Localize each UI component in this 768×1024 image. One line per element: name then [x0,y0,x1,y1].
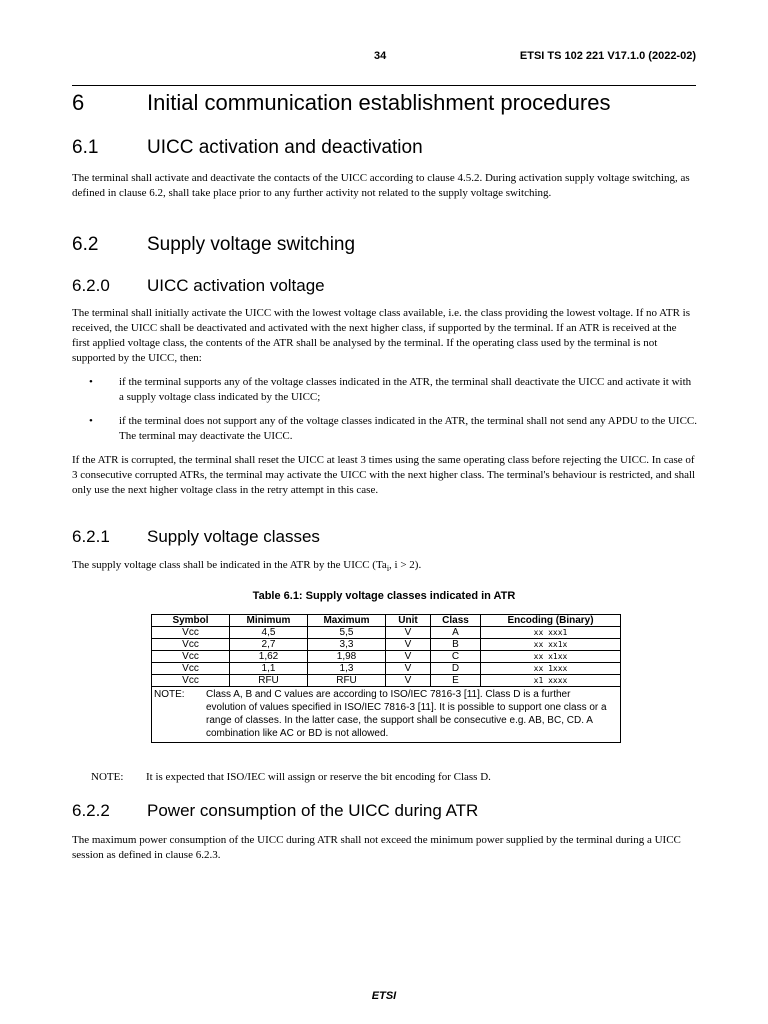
table-cell: B [431,639,481,651]
header-rule [72,85,696,86]
paragraph-text: , i > 2). [389,559,422,571]
paragraph-6-2-2: The maximum power consumption of the UICC during ATR shall not exceed the minimum power supplied by the terminal during a UICC session as defined in clause 6.2.3. [72,834,681,861]
table-cell: 2,7 [230,639,308,651]
bullet-text: if the terminal does not support any of the voltage classes indicated in the ATR, the terminal shall not send any APDU to the UICC. The terminal may deactivate the UICC. [119,415,698,442]
table-row [152,663,621,675]
paragraph-6-1: The terminal shall activate and deactivate the contacts of the UICC according to clause 4.5.2. During activation supply voltage switching, as defined in clause 6.2, shall take place prior to any further activity not related to the supply voltage switching. [72,172,690,199]
table-caption: Table 6.1: Supply voltage classes indicated in ATR [252,590,516,602]
column-header: Encoding (Binary) [481,615,621,627]
subscript: i [386,564,390,574]
table-cell: V [386,627,431,639]
footer-etsi: ETSI [371,990,397,1002]
table-row [152,675,621,687]
table-cell: 1,62 [230,651,308,663]
table-cell: V [386,675,431,687]
table-cell: V [386,639,431,651]
heading-text: UICC activation voltage [147,276,325,295]
column-header: Maximum [308,615,386,627]
column-header: Class [431,615,481,627]
table-cell: 1,98 [308,651,386,663]
paragraph-text: The supply voltage class shall be indicated in the ATR by the UICC (Ta [72,559,387,571]
heading-text: UICC activation and deactivation [147,137,423,158]
table-cell: Vcc [152,639,230,651]
table-note [152,687,621,743]
table-cell: Vcc [152,627,230,639]
heading-number: 6.2.0 [72,276,110,295]
table-cell: V [386,651,431,663]
table-cell: RFU [230,675,308,687]
table-cell: xx xx1x [481,639,621,651]
table-cell: 4,5 [230,627,308,639]
column-header: Unit [386,615,431,627]
heading-text: Supply voltage classes [147,527,320,546]
table-cell: Vcc [152,675,230,687]
paragraph-6-2-1 [72,558,696,573]
table-cell: E [431,675,481,687]
column-header: Minimum [230,615,308,627]
bullet-dot: • [89,415,93,427]
paragraph-6-2-0: The terminal shall initially activate the UICC with the lowest voltage class available, i.e. the class providing the lowest voltage. If no ATR is received, the UICC shall be deactivated and activated with the next higher class, if supported by the terminal. If an ATR is received at the first applied voltage class, the contents of the ATR shall be analysed by the terminal. If the operating class used by the terminal is not supported by the UICC, then: [72,307,690,364]
table-cell: 3,3 [308,639,386,651]
table-cell: Vcc [152,651,230,663]
heading-number: 6.2 [72,234,99,255]
table-row [152,651,621,663]
heading-text: Power consumption of the UICC during ATR [147,801,479,820]
note-label: NOTE: [91,771,124,783]
note-text: Class A, B and C values are according to ISO/IEC 7816-3 [11]. Class D is a further evolution of values specified in ISO/IEC 7816-3 [11]. It is possible to support one class or a range of classes. In the latter case, the support shall be consecutive e.g. AB, BC, CD. A combination like AC or BD is not allowed. [206,689,607,739]
voltage-classes-table [151,614,621,743]
heading-text: Supply voltage switching [147,234,356,255]
table-cell: 1,1 [230,663,308,675]
heading-number: 6 [72,90,85,115]
table-cell: V [386,663,431,675]
column-header: Symbol [152,615,230,627]
table-cell: x1 xxxx [481,675,621,687]
table-header-row [152,615,621,627]
paragraph-6-2-0-b: If the ATR is corrupted, the terminal shall reset the UICC at least 3 times using the same operating class before rejecting the UICC. In case of 3 consecutive corrupted ATRs, the terminal may activate the UICC with the next higher class. The terminal's behaviour is restricted, and shall only use the next higher voltage class in the retry attempt in this case. [72,454,696,496]
table-cell: 1,3 [308,663,386,675]
table-note-row [152,687,621,743]
table-cell: xx x1xx [481,651,621,663]
table-cell: 5,5 [308,627,386,639]
table-cell: D [431,663,481,675]
note-label: NOTE: [154,689,185,700]
note-text: It is expected that ISO/IEC will assign or reserve the bit encoding for Class D. [146,771,491,783]
table-cell: Vcc [152,663,230,675]
heading-number: 6.2.1 [72,527,110,546]
table-row [152,639,621,651]
document-id: ETSI TS 102 221 V17.1.0 (2022-02) [519,50,696,62]
table-cell: xx xxx1 [481,627,621,639]
heading-number: 6.1 [72,137,99,158]
table-cell: A [431,627,481,639]
heading-number: 6.2.2 [72,801,110,820]
table-row [152,627,621,639]
page-number: 34 [374,50,387,62]
bullet-text: if the terminal supports any of the voltage classes indicated in the ATR, the terminal shall deactivate the UICC and activate it with a supply voltage class indicated by the UICC; [119,376,692,403]
table-cell: C [431,651,481,663]
bullet-dot: • [89,376,93,388]
table-cell: xx 1xxx [481,663,621,675]
heading-text: Initial communication establishment procedures [147,90,611,115]
table-cell: RFU [308,675,386,687]
